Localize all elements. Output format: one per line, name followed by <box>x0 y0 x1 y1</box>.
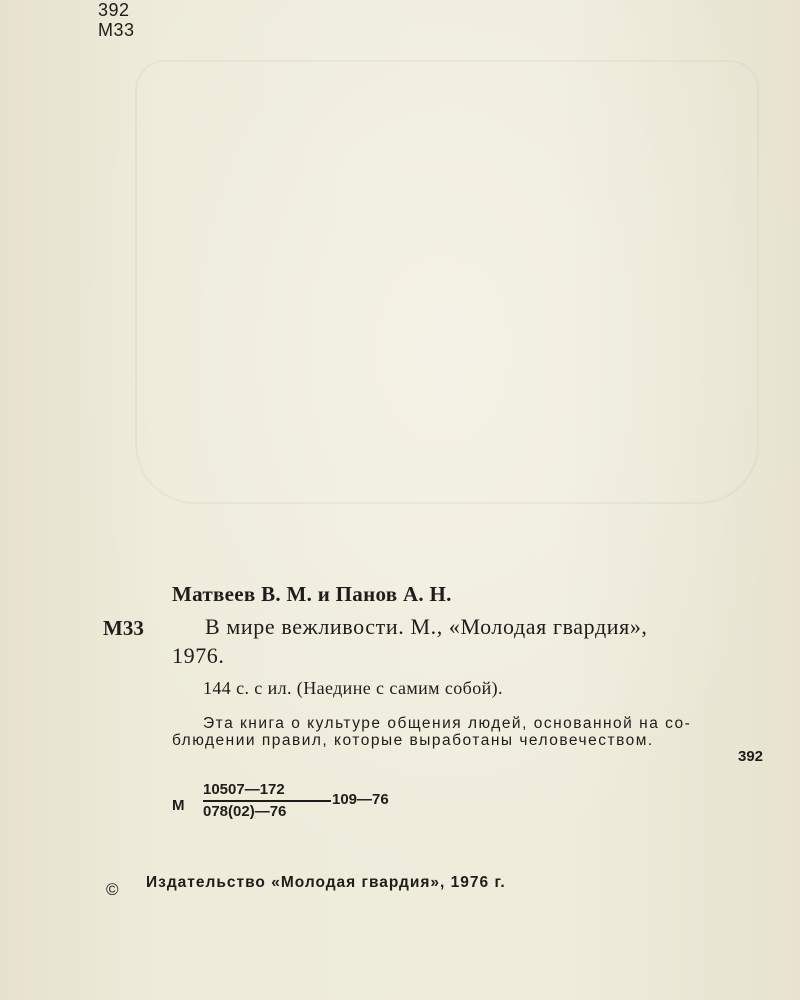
annotation-line-1: Эта книга о культуре общения людей, основанной на со- <box>203 715 692 732</box>
price-code-numerator: 10507—172 <box>203 781 285 798</box>
bleed-through-illustration <box>135 60 759 504</box>
corner-number: 392 <box>98 0 130 20</box>
price-code-denominator: 078(02)—76 <box>203 803 287 820</box>
author-line: Матвеев В. М. и Панов А. Н. <box>172 582 452 606</box>
class-number: 392 <box>738 748 764 765</box>
copyright-icon: © <box>106 880 119 899</box>
price-code-letter: М <box>172 797 185 814</box>
publisher-line: Издательство «Молодая гвардия», 1976 г. <box>146 874 506 891</box>
catalog-index: М33 <box>103 616 144 640</box>
pages-line: 144 с. с ил. (Наедине с самим собой). <box>203 678 503 698</box>
corner-code: М33 <box>98 20 135 40</box>
annotation-line-2: блюдении правил, которые выработаны человечеством. <box>172 732 654 749</box>
fraction-rule <box>203 800 331 802</box>
title-line: В мире вежливости. М., «Молодая гвардия», <box>205 614 648 639</box>
corner-index <box>98 0 135 40</box>
price-code-tail: 109—76 <box>332 791 389 808</box>
year-line: 1976. <box>172 643 225 668</box>
